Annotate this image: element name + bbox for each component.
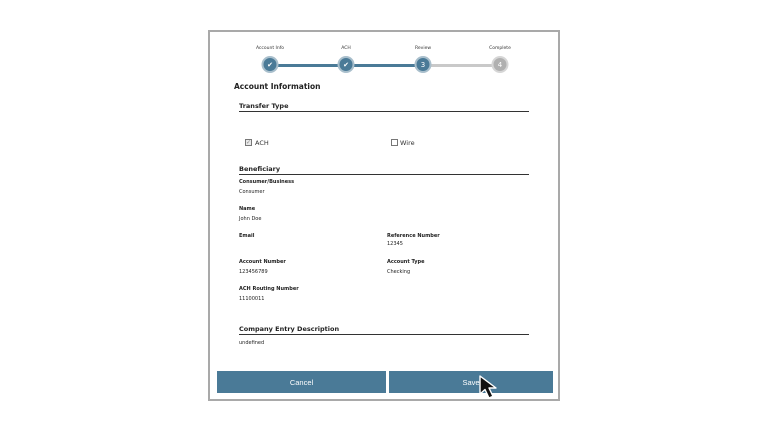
wire-label: Wire (400, 139, 415, 147)
name-value: John Doe (239, 216, 262, 222)
account-number-label: Account Number (239, 259, 286, 265)
step-3-number: 3 (415, 56, 432, 73)
account-type-label: Account Type (387, 259, 425, 265)
company-entry-value: undefined (239, 340, 265, 346)
name-label: Name (239, 206, 256, 212)
consumer-business-label: Consumer/Business (239, 179, 295, 185)
page-title: Account Information (234, 82, 321, 91)
step-label-account-info: Account Info (255, 46, 285, 51)
ach-label: ACH (255, 139, 269, 147)
email-label: Email (239, 233, 255, 239)
stepper-track-todo (423, 64, 500, 67)
progress-stepper (210, 46, 558, 76)
step-2-check-icon: ✔ (338, 56, 355, 73)
save-button[interactable]: Save (389, 371, 553, 393)
reference-number-value: 12345 (387, 241, 403, 247)
company-entry-title: Company Entry Description (239, 325, 340, 333)
company-entry-divider (239, 334, 529, 335)
ach-routing-value: 11100011 (239, 296, 265, 302)
reference-number-label: Reference Number (387, 233, 440, 239)
consumer-business-value: Consumer (239, 189, 265, 195)
step-4-number: 4 (492, 56, 509, 73)
wire-checkbox[interactable] (391, 139, 398, 146)
step-1-check-icon: ✔ (262, 56, 279, 73)
account-number-value: 123456789 (239, 269, 268, 275)
form-panel (208, 30, 560, 401)
transfer-type-divider (239, 111, 529, 112)
ach-routing-label: ACH Routing Number (239, 286, 299, 292)
account-type-value: Checking (387, 269, 411, 275)
step-label-complete: Complete (489, 46, 511, 51)
cancel-button[interactable]: Cancel (217, 371, 386, 393)
step-label-ach: ACH (341, 46, 351, 51)
beneficiary-divider (239, 174, 529, 175)
step-label-review: Review (414, 46, 432, 51)
mouse-pointer-icon (477, 374, 503, 400)
ach-checkbox[interactable]: ✓ (245, 139, 252, 146)
transfer-type-title: Transfer Type (239, 102, 289, 110)
beneficiary-title: Beneficiary (239, 165, 281, 173)
